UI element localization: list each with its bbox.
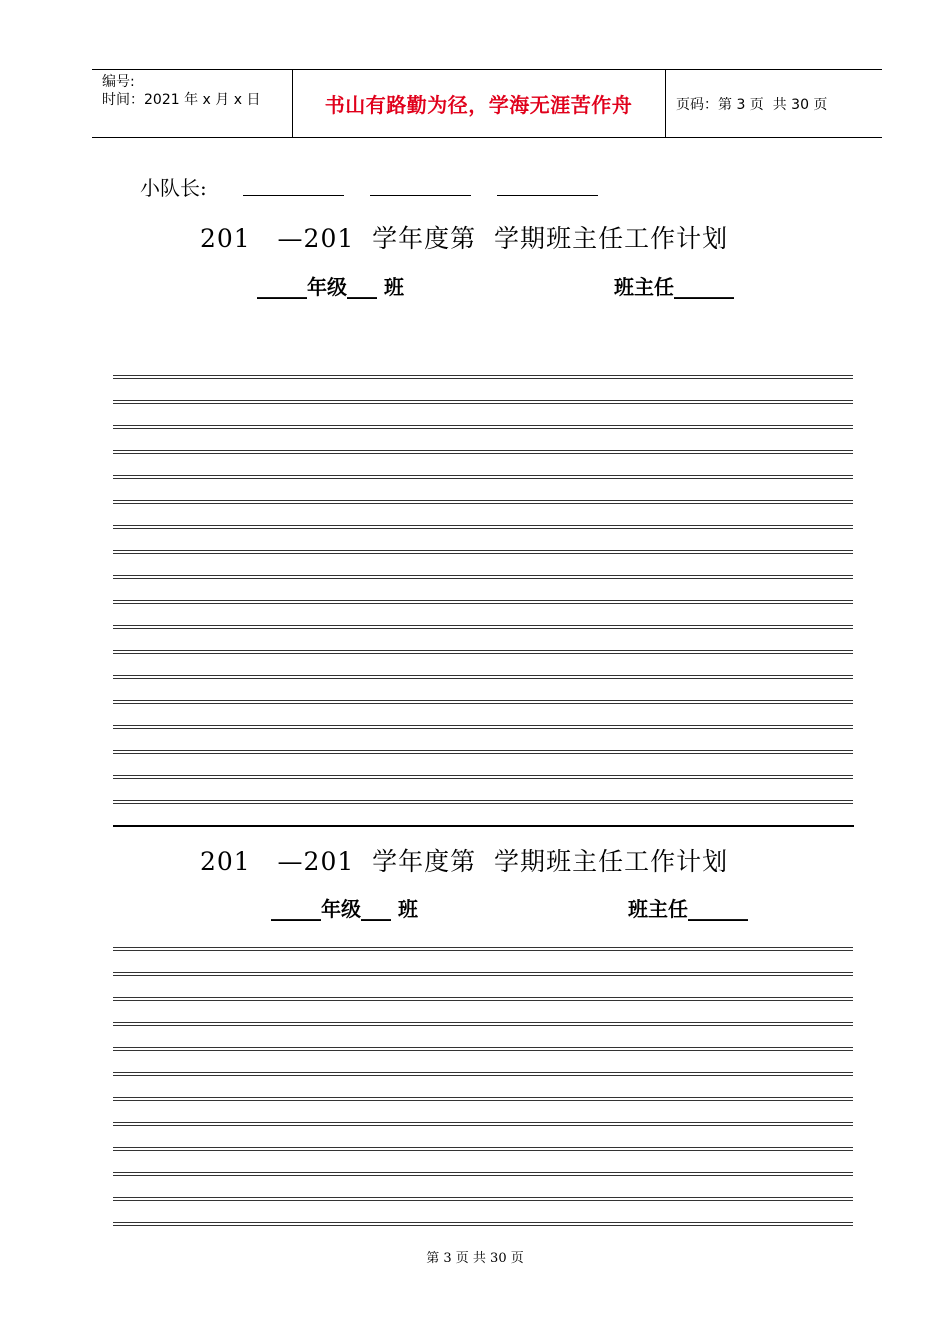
ruled-line <box>113 1222 853 1226</box>
header-divider <box>665 70 666 137</box>
ruled-line <box>113 475 853 479</box>
page-info: 页码：第 3 页 共 30 页 <box>676 96 828 113</box>
captain-blank-1 <box>243 195 344 196</box>
captain-blank-3 <box>497 195 598 196</box>
section-separator <box>113 825 854 827</box>
plan-title: 201 —201 学年度第 学期班主任工作计划 <box>200 847 729 876</box>
captain-label: 小队长: <box>140 176 207 200</box>
motto: 书山有路勤为径，学海无涯苦作舟 <box>324 93 633 117</box>
ruled-line <box>113 550 853 554</box>
teacher-field: 班主任______ <box>614 275 734 299</box>
captain-blank-2 <box>370 195 471 196</box>
ruled-line <box>113 700 853 704</box>
ruled-line <box>113 425 853 429</box>
ruled-line <box>113 1022 853 1026</box>
ruled-line <box>113 947 853 951</box>
ruled-line <box>113 1122 853 1126</box>
plan-title: 201 —201 学年度第 学期班主任工作计划 <box>200 224 729 253</box>
ruled-line <box>113 400 853 404</box>
ruled-line <box>113 525 853 529</box>
ruled-line <box>113 1072 853 1076</box>
teacher-field: 班主任______ <box>628 897 748 921</box>
ruled-line <box>113 1147 853 1151</box>
grade-class-field: _____年级___ 班 <box>271 897 418 921</box>
ruled-line <box>113 1172 853 1176</box>
ruled-line <box>113 650 853 654</box>
time-label: 时间：2021 年 x 月 x 日 <box>102 92 261 108</box>
ruled-line <box>113 375 853 379</box>
ruled-line <box>113 725 853 729</box>
ruled-line <box>113 972 853 976</box>
ruled-line <box>113 800 853 804</box>
ruled-line <box>113 600 853 604</box>
ruled-line <box>113 625 853 629</box>
ruled-line <box>113 450 853 454</box>
document-header <box>92 69 882 138</box>
ruled-line <box>113 500 853 504</box>
grade-class-field: _____年级___ 班 <box>257 275 404 299</box>
header-meta <box>102 73 260 109</box>
ruled-line <box>113 675 853 679</box>
ruled-line <box>113 997 853 1001</box>
ruled-line <box>113 575 853 579</box>
ruled-line <box>113 1047 853 1051</box>
ruled-line <box>113 1197 853 1201</box>
ruled-line <box>113 1097 853 1101</box>
ruled-line <box>113 750 853 754</box>
serial-label: 编号: <box>102 74 135 90</box>
page-footer: 第 3 页 共 30 页 <box>426 1251 524 1266</box>
ruled-line <box>113 775 853 779</box>
